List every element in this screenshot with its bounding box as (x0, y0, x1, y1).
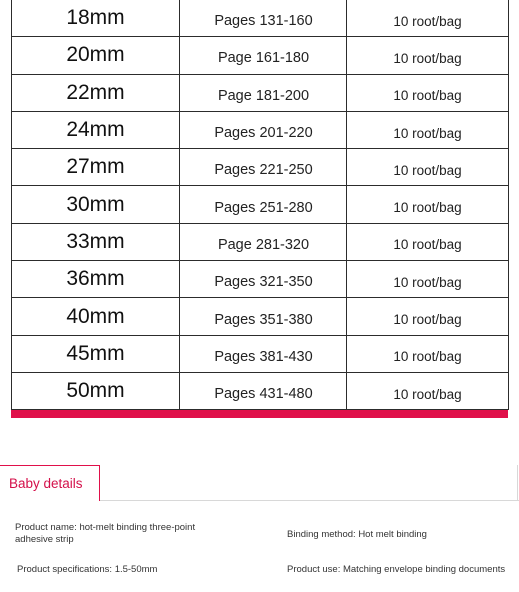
pack-cell (346, 336, 508, 372)
pack-cell-text: 10 root/bag (393, 200, 462, 216)
pack-cell-text: 10 root/bag (393, 312, 462, 328)
pages-cell-text: Pages 431-480 (214, 386, 313, 403)
table-row (12, 0, 508, 37)
pages-cell (179, 112, 347, 148)
pack-cell-text: 10 root/bag (393, 237, 462, 253)
size-cell (12, 0, 179, 36)
table-row (12, 298, 508, 335)
pack-cell (346, 75, 508, 111)
size-cell-text: 18mm (66, 6, 125, 30)
pack-cell-text: 10 root/bag (393, 274, 462, 290)
pages-cell-text: Pages 131-160 (214, 13, 313, 30)
pack-cell (346, 298, 508, 334)
tab-label: Baby details (9, 476, 83, 491)
product-name-value: hot-melt binding three-point adhesive strip (15, 522, 196, 545)
pages-cell (179, 75, 347, 111)
pages-cell-text: Pages 351-380 (214, 311, 313, 328)
pages-cell-text: Pages 251-280 (214, 199, 313, 216)
size-table (11, 0, 509, 410)
pack-cell (346, 224, 508, 260)
tab-bar (0, 465, 519, 501)
pack-cell-text: 10 root/bag (393, 349, 462, 365)
pages-cell-text: Pages 321-350 (214, 274, 313, 291)
pack-cell-text: 10 root/bag (393, 50, 462, 66)
pages-cell (179, 261, 347, 297)
binding-method-label: Binding method: (287, 529, 356, 540)
size-cell (12, 298, 179, 334)
pack-cell (346, 373, 508, 409)
table-row (12, 37, 508, 74)
pages-cell-text: Pages 381-430 (214, 348, 313, 365)
table-row (12, 149, 508, 186)
pages-cell (179, 37, 347, 73)
pack-cell-text: 10 root/bag (393, 125, 462, 141)
pages-cell (179, 186, 347, 222)
size-cell (12, 112, 179, 148)
size-cell (12, 75, 179, 111)
size-cell (12, 336, 179, 372)
table-row (12, 186, 508, 223)
product-use (287, 564, 505, 576)
table-row (12, 336, 508, 373)
pack-cell (346, 261, 508, 297)
size-cell-text: 22mm (66, 80, 125, 104)
pages-cell (179, 0, 347, 36)
table-row (12, 373, 508, 410)
size-cell (12, 149, 179, 185)
product-specifications (17, 564, 157, 576)
size-cell-text: 27mm (66, 155, 125, 179)
pages-cell (179, 298, 347, 334)
pages-cell-text: Pages 221-250 (214, 162, 313, 179)
accent-bar (11, 410, 508, 418)
tab-bar-edge (517, 465, 518, 501)
tab-baby-details[interactable] (0, 465, 100, 501)
size-cell (12, 373, 179, 409)
table-row (12, 112, 508, 149)
specs-value: 1.5-50mm (114, 564, 158, 575)
size-cell (12, 37, 179, 73)
table-row (12, 261, 508, 298)
pack-cell-text: 10 root/bag (393, 88, 462, 104)
pack-cell (346, 186, 508, 222)
pack-cell-text: 10 root/bag (393, 162, 462, 178)
pack-cell (346, 112, 508, 148)
size-cell (12, 261, 179, 297)
size-cell-text: 40mm (66, 304, 125, 328)
product-name (15, 522, 225, 545)
pack-cell (346, 149, 508, 185)
pack-cell-text: 10 root/bag (393, 13, 462, 29)
pages-cell (179, 224, 347, 260)
pages-cell-text: Pages 201-220 (214, 125, 313, 142)
pack-cell-text: 10 root/bag (393, 386, 462, 402)
pages-cell (179, 336, 347, 372)
use-label: Product use: (287, 564, 341, 575)
size-cell-text: 33mm (66, 229, 125, 253)
pages-cell (179, 149, 347, 185)
pages-cell-text: Page 161-180 (217, 50, 310, 67)
table-row (12, 75, 508, 112)
size-cell-text: 30mm (66, 192, 125, 216)
size-cell (12, 224, 179, 260)
pages-cell-text: Page 281-320 (217, 236, 310, 253)
size-cell-text: 50mm (66, 379, 125, 403)
table-row (12, 224, 508, 261)
size-cell (12, 186, 179, 222)
use-value: Matching envelope binding documents (342, 564, 506, 575)
size-cell-text: 45mm (66, 341, 125, 365)
pack-cell (346, 37, 508, 73)
pages-cell (179, 373, 347, 409)
binding-method-value: Hot melt binding (358, 529, 427, 540)
binding-method (287, 529, 427, 541)
size-cell-text: 20mm (66, 43, 125, 67)
size-cell-text: 24mm (66, 118, 125, 142)
pages-cell-text: Page 181-200 (217, 87, 310, 104)
size-cell-text: 36mm (66, 267, 125, 291)
specs-label: Product specifications: (17, 564, 113, 575)
product-name-label: Product name: (15, 522, 77, 533)
pack-cell (346, 0, 508, 36)
